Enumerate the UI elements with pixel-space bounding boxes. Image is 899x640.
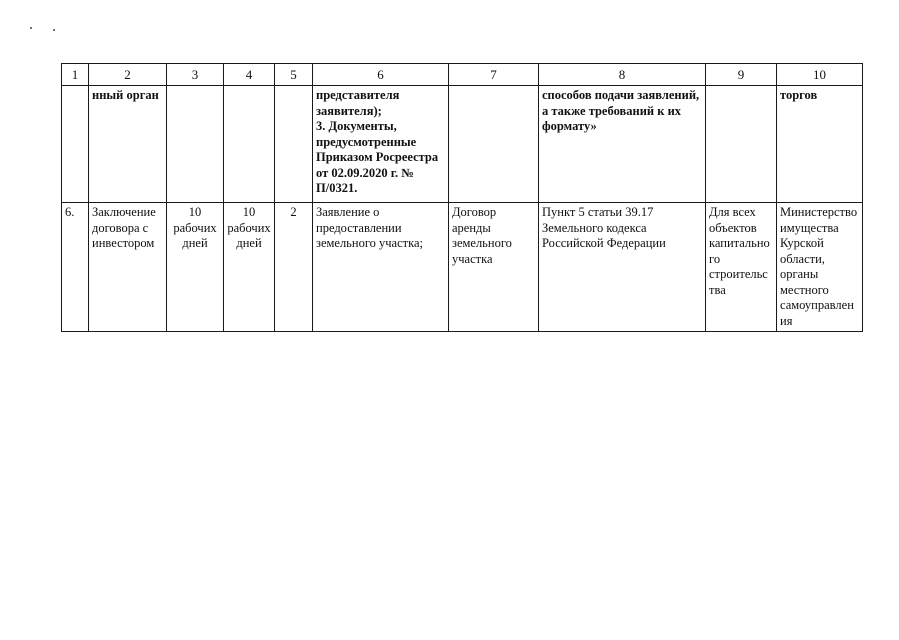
header-cell: 2 <box>89 64 167 86</box>
row-number: 6. <box>62 203 89 332</box>
header-cell: 6 <box>313 64 449 86</box>
table-cell <box>449 86 539 203</box>
document-table <box>61 63 863 332</box>
header-cell: 5 <box>275 64 313 86</box>
table-cell <box>224 86 275 203</box>
table-cell <box>167 86 224 203</box>
authority-cell: Министерство имущества Курской области, органы местного самоуправлен ия <box>777 203 863 332</box>
legal-basis-cell: Пункт 5 статьи 39.17 Земельного кодекса Российской Федерации <box>539 203 706 332</box>
table-cell <box>706 86 777 203</box>
header-cell: 3 <box>167 64 224 86</box>
procedure-cell: Заключение договора с инвестором <box>89 203 167 332</box>
table-cell: способов подачи заявлений, а также требований к их формату» <box>539 86 706 203</box>
table-cell <box>62 86 89 203</box>
docs-count-cell: 2 <box>275 203 313 332</box>
header-cell: 9 <box>706 64 777 86</box>
documents-cell: Заявление о предоставлении земельного участка; <box>313 203 449 332</box>
result-cell: Договор аренды земельного участка <box>449 203 539 332</box>
table-cell: представителя заявителя); 3. Документы, предусмотренные Приказом Росреестра от 02.09.2020 г. № П/0321. <box>313 86 449 203</box>
header-cell: 4 <box>224 64 275 86</box>
table-cell: нный орган <box>89 86 167 203</box>
scan-dot <box>53 29 55 31</box>
applicability-cell: Для всех объектов капитально го строительс тва <box>706 203 777 332</box>
header-cell: 10 <box>777 64 863 86</box>
table-cell: торгов <box>777 86 863 203</box>
table-cell <box>275 86 313 203</box>
term-cell: 10 рабочих дней <box>167 203 224 332</box>
header-cell: 1 <box>62 64 89 86</box>
scan-dot <box>30 27 32 29</box>
header-cell: 8 <box>539 64 706 86</box>
table-row <box>62 86 863 203</box>
term-cell: 10 рабочих дней <box>224 203 275 332</box>
table-header-row <box>62 64 863 86</box>
table-row <box>62 203 863 332</box>
header-cell: 7 <box>449 64 539 86</box>
